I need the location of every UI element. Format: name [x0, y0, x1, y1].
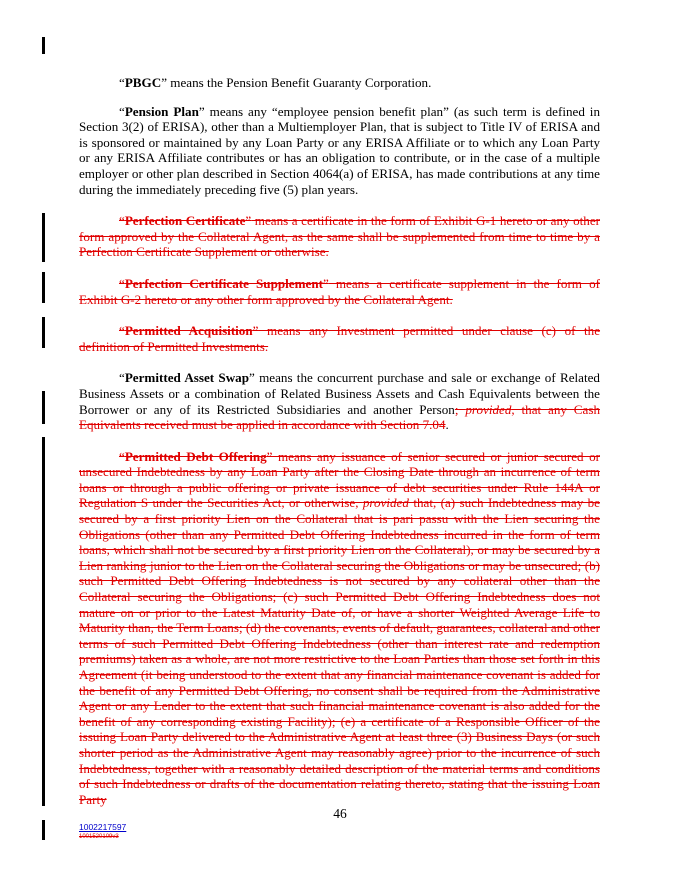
- definition-perfection-certificate-supplement-deleted: “Perfection Certificate Supplement” means a certificate supplement in the form of Exhibit G-2 hereto or any other form approved by the Collateral Agent.: [79, 275, 600, 307]
- definition-permitted-acquisition-deleted: “Permitted Acquisition” means any Investment permitted under clause (c) of the definition of Permitted Investments.: [79, 323, 601, 354]
- definition-text: means the Pension Benefit Guaranty Corporation.: [167, 75, 432, 90]
- change-bar: [42, 317, 45, 348]
- defined-term: Pension Plan: [124, 103, 199, 119]
- defined-term: Permitted Asset Swap: [124, 370, 249, 386]
- deleted-text: ; provided, that any Cash Equivalents received must be applied in accordance with Section 7.04: [79, 401, 600, 433]
- change-bar: [42, 437, 45, 806]
- defined-term: Perfection Certificate: [124, 213, 246, 229]
- change-bar: [42, 391, 45, 424]
- change-bar: [42, 820, 45, 840]
- definition-text: means any Investment permitted under clause (c) of the definition of Permitted Investments.: [79, 323, 601, 354]
- defined-term: Permitted Acquisition: [124, 323, 253, 339]
- definition-text: means a certificate in the form of Exhibit G-1 hereto or any other form approved by the Collateral Agent, as the same shall be supplemented from time to time by a Perfection Certificate Supplement or otherwise.: [79, 213, 600, 260]
- definition-permitted-debt-offering-deleted: “Permitted Debt Offering” means any issuance of senior secured or junior secured or unsecured Indebtedness by any Loan Party after the Closing Date through an incurrence of term loans or through a public offering or private issuance of debt securities under Rule 144A or Regulation S under the Securities Act, or otherwise, provided that, (a) such Indebtedness may be secured by a first priority Lien on the Collateral that is pari passu with the Lien securing the Obligations (other than any Permitted Debt Offering Indebtedness incurred in the form of term loans, which shall not be secured by a first priority Lien on the Collateral), or may be secured by a Lien ranking junior to the Lien on the Collateral securing the Obligations or may be unsecured; (b) such Permitted Debt Offering Indebtedness is not secured by any collateral other than the Collateral securing the Obligations; (c) such Permitted Debt Offering Indebtedness does not mature on or prior to the Latest Maturity Date of, or have a shorter Weighted Average Life to Maturity than, the Term Loans; (d) the covenants, events of default, guarantees, collateral and other terms of such Permitted Debt Offering Indebtedness (other than interest rate and redemption premiums) taken as a whole, are not more restrictive to the Loan Parties than those set forth in this Agreement (it being understood to the extent that any financial maintenance covenant is added for the benefit of any Permitted Debt Offering, no consent shall be required from the Administrative Agent or any Lender to the extent that such financial maintenance covenant is also added for the benefit of any corresponding existing Facility); (e) a certificate of a Responsible Officer of the issuing Loan Party delivered to the Administrative Agent at least three (3) Business Days (or such shorter period as the Administrative Agent may reasonably agree) prior to the incurrence of such Indebtedness, together with a reasonably detailed description of the material terms and conditions of such Indebtedness or drafts of the documentation relating thereto, stating that the issuing Loan Party: [79, 448, 600, 807]
- defined-term: Perfection Certificate Supplement: [124, 275, 323, 291]
- change-bar: [42, 37, 45, 54]
- definition-text: means any issuance of senior secured or junior secured or unsecured Indebtedness by any Loan Party after the Closing Date through an incurrence of term loans or through a public offering or private issuance of debt securities under Rule 144A or Regulation S under the Securities Act, or otherwise,: [79, 448, 600, 511]
- document-page: [79, 75, 600, 807]
- defined-term: PBGC: [124, 75, 162, 90]
- definition-pension-plan: “Pension Plan” means any “employee pension benefit plan” (as such term is defined in Section 3(2) of ERISA), other than a Multiemployer Plan, that is subject to Title IV of ERISA and is sponsored or maintained by any Loan Party or any ERISA Affiliate or to which any Loan Party or any ERISA Affiliate contributes or has an obligation to contribute, or in the case of a multiple employer or other plan described in Section 4064(a) of ERISA, has made contributions at any time during the immediately preceding five (5) plan years.: [79, 103, 600, 197]
- definition-perfection-certificate-deleted: “Perfection Certificate” means a certificate in the form of Exhibit G-1 hereto or any other form approved by the Collateral Agent, as the same shall be supplemented from time to time by a Perfection Certificate Supplement or otherwise.: [79, 213, 600, 260]
- definition-text: means the concurrent purchase and sale or exchange of Related Business Assets or a combination of Related Business Assets and Cash Equivalents between the Borrower or any of its Restricted Subsidiaries and another Person: [79, 370, 600, 417]
- definition-text: means any “employee pension benefit plan” (as such term is defined in Section 3(2) of ERISA), other than a Multiemployer Plan, that is subject to Title IV of ERISA and is sponsored or maintained by any Loan Party or any ERISA Affiliate or to which any Loan Party or any ERISA Affiliate contributes or has an obligation to contribute, or in the case of a multiple employer or other plan described in Section 4064(a) of ERISA, has made contributions at any time during the immediately preceding five (5) plan years.: [79, 103, 600, 197]
- document-id-deleted: 1001520109v3: [79, 834, 119, 840]
- page-number: 46: [333, 806, 347, 821]
- definition-text: means a certificate supplement in the form of Exhibit G-2 hereto or any other form approved by the Collateral Agent.: [79, 275, 600, 307]
- change-bar: [42, 272, 45, 303]
- change-bar: [42, 213, 45, 262]
- definition-text-continued: that, (a) such Indebtedness may be secured by a first priority Lien on the Collateral that is pari passu with the Lien securing the Obligations (other than any Permitted Debt Offering Indebtedness incurred in the form of term loans, which shall not be secured by a first priority Lien on the Collateral), or may be secured by a Lien ranking junior to the Lien on the Collateral securing the Obligations or may be unsecured; (b) such Permitted Debt Offering Indebtedness is not secured by any collateral other than the Collateral securing the Obligations; (c) such Permitted Debt Offering Indebtedness does not mature on or prior to the Latest Maturity Date of, or have a shorter Weighted Average Life to Maturity than, the Term Loans; (d) the covenants, events of default, guarantees, collateral and other terms of such Permitted Debt Offering Indebtedness (other than interest rate and redemption premiums) taken as a whole, are not more restrictive to the Loan Parties than those set forth in this Agreement (it being understood to the extent that any financial maintenance covenant is added for the benefit of any Permitted Debt Offering, no consent shall be required from the Administrative Agent or any Lender to the extent that such financial maintenance covenant is also added for the benefit of any corresponding existing Facility); (e) a certificate of a Responsible Officer of the issuing Loan Party delivered to the Administrative Agent at least three (3) Business Days (or such shorter period as the Administrative Agent may reasonably agree) prior to the incurrence of such Indebtedness, together with a reasonably detailed description of the material terms and conditions of such Indebtedness or drafts of the documentation relating thereto, stating that the issuing Loan Party: [79, 495, 600, 807]
- sentence-end: .: [445, 417, 449, 433]
- definition-pbgc: “PBGC” means the Pension Benefit Guaranty Corporation.: [119, 75, 432, 90]
- definition-permitted-asset-swap: “Permitted Asset Swap” means the concurrent purchase and sale or exchange of Related Business Assets or a combination of Related Business Assets and Cash Equivalents between the Borrower or any of its Restricted Subsidiaries and another Person; provided, that any Cash Equivalents received must be applied in accordance with Section 7.04.: [79, 370, 600, 433]
- document-id-link[interactable]: 1002217597: [79, 822, 127, 832]
- defined-term: Permitted Debt Offering: [124, 448, 267, 464]
- proviso-italic: provided: [362, 495, 409, 511]
